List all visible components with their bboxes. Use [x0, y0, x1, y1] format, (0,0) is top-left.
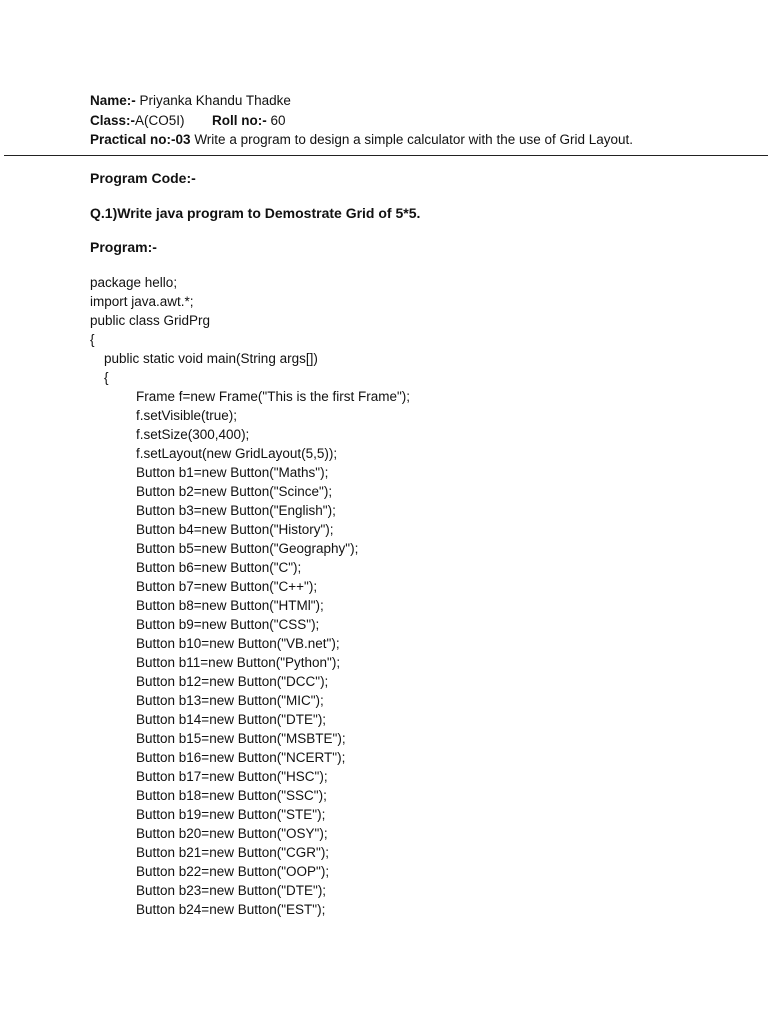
roll-label: Roll no:-: [212, 113, 267, 128]
header-divider: [4, 155, 768, 156]
class-value: A(CO5I): [135, 113, 185, 128]
code-line: import java.awt.*;: [90, 294, 194, 309]
roll-line: [212, 113, 286, 128]
code-line: public class GridPrg: [90, 313, 211, 328]
code-line: f.setSize(300,400);: [136, 427, 250, 442]
code-line: Button b23=new Button("DTE");: [136, 883, 327, 898]
code-line: Button b24=new Button("EST");: [136, 902, 326, 917]
code-line: Button b15=new Button("MSBTE");: [136, 731, 346, 746]
name-value: Priyanka Khandu Thadke: [139, 93, 291, 108]
code-line: Button b5=new Button("Geography");: [136, 541, 359, 556]
code-line: Button b16=new Button("NCERT");: [136, 750, 346, 765]
class-label: Class:-: [90, 113, 136, 128]
code-line: Button b6=new Button("C");: [136, 560, 302, 575]
code-line: package hello;: [90, 275, 178, 290]
code-line: Button b4=new Button("History");: [136, 522, 334, 537]
code-line: Button b11=new Button("Python");: [136, 655, 341, 670]
code-line: Button b2=new Button("Scince");: [136, 484, 333, 499]
name-label: Name:-: [90, 93, 136, 108]
code-line: Button b18=new Button("SSC");: [136, 788, 327, 803]
code-line: Button b7=new Button("C++");: [136, 579, 318, 594]
code-line: f.setLayout(new GridLayout(5,5));: [136, 446, 338, 461]
roll-value: 60: [270, 113, 286, 128]
code-block: [90, 273, 410, 919]
code-line: Button b9=new Button("CSS");: [136, 617, 320, 632]
code-line: public static void main(String args[]): [104, 351, 318, 366]
code-line: Button b13=new Button("MIC");: [136, 693, 324, 708]
code-line: {: [104, 370, 109, 385]
code-line: Button b22=new Button("OOP");: [136, 864, 330, 879]
program-heading: Program:-: [90, 239, 157, 255]
practical-label: Practical no:-03: [90, 132, 191, 147]
code-line: Button b20=new Button("OSY");: [136, 826, 328, 841]
practical-value: Write a program to design a simple calculator with the use of Grid Layout.: [194, 132, 634, 147]
code-line: f.setVisible(true);: [136, 408, 238, 423]
program-code-heading: Program Code:-: [90, 170, 196, 186]
code-line: Button b1=new Button("Maths");: [136, 465, 329, 480]
code-line: Button b3=new Button("English");: [136, 503, 336, 518]
question-heading: Q.1)Write java program to Demostrate Grid of 5*5.: [90, 205, 421, 221]
code-line: Button b19=new Button("STE");: [136, 807, 326, 822]
code-line: Button b12=new Button("DCC");: [136, 674, 329, 689]
code-line: Button b14=new Button("DTE");: [136, 712, 327, 727]
code-line: Button b8=new Button("HTMl");: [136, 598, 324, 613]
name-line: [90, 93, 291, 108]
code-line: {: [90, 332, 95, 347]
code-line: Button b17=new Button("HSC");: [136, 769, 328, 784]
code-line: Button b10=new Button("VB.net");: [136, 636, 340, 651]
code-line: Button b21=new Button("CGR");: [136, 845, 330, 860]
code-line: Frame f=new Frame("This is the first Frame");: [136, 389, 411, 404]
practical-line: [90, 132, 633, 147]
class-line: [90, 113, 185, 128]
